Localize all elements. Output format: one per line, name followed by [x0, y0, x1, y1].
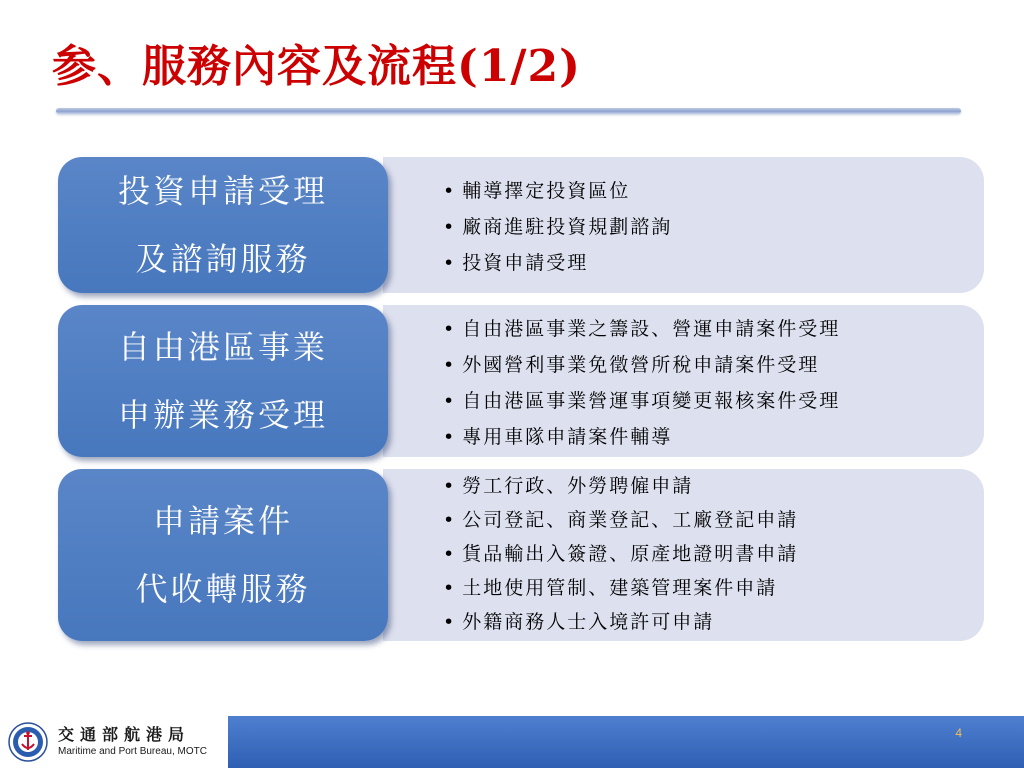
- detail-list: [443, 173, 984, 281]
- list-item: • 外籍商務人士入境許可申請: [443, 605, 984, 639]
- footer-bar: [228, 716, 1024, 768]
- list-item: • 土地使用管制、建築管理案件申請: [443, 571, 984, 605]
- title-divider: [56, 108, 961, 114]
- list-item: • 輔導擇定投資區位: [443, 173, 984, 209]
- category-label-box: [58, 305, 388, 457]
- list-item: • 自由港區事業營運事項變更報核案件受理: [443, 383, 984, 419]
- category-label-box: [58, 157, 388, 293]
- category-label-line: 自由港區事業: [117, 328, 328, 366]
- org-name-zh: 交通部航港局: [58, 725, 191, 744]
- category-label-line: 投資申請受理: [117, 172, 328, 210]
- list-item: • 廠商進駐投資規劃諮詢: [443, 209, 984, 245]
- service-section-investment: [58, 157, 984, 293]
- category-label-line: 及諮詢服務: [135, 240, 311, 278]
- footer: [0, 716, 1024, 768]
- list-item: • 外國營利事業免徵營所稅申請案件受理: [443, 347, 984, 383]
- list-item: • 專用車隊申請案件輔導: [443, 419, 984, 455]
- detail-list: [443, 311, 984, 455]
- category-label-line: 申辦業務受理: [117, 396, 328, 434]
- page-number: 4: [955, 726, 962, 740]
- service-section-agency: [58, 469, 984, 641]
- category-label-box: [58, 469, 388, 641]
- org-name-en: Maritime and Port Bureau, MOTC: [58, 746, 207, 757]
- detail-box: [383, 469, 984, 641]
- list-item: • 貨品輸出入簽證、原產地證明書申請: [443, 537, 984, 571]
- detail-list: [443, 469, 984, 639]
- page-title: 参、服務內容及流程(1/2): [52, 41, 581, 92]
- list-item: • 勞工行政、外勞聘僱申請: [443, 469, 984, 503]
- detail-box: [383, 157, 984, 293]
- list-item: • 自由港區事業之籌設、營運申請案件受理: [443, 311, 984, 347]
- list-item: • 公司登記、商業登記、工廠登記申請: [443, 503, 984, 537]
- category-label-line: 代收轉服務: [135, 570, 311, 608]
- service-section-ftz: [58, 305, 984, 457]
- detail-box: [383, 305, 984, 457]
- footer-logo-area: [0, 716, 228, 768]
- category-label-line: 申請案件: [152, 502, 293, 540]
- mpb-logo-icon: [8, 722, 48, 762]
- list-item: • 投資申請受理: [443, 245, 984, 281]
